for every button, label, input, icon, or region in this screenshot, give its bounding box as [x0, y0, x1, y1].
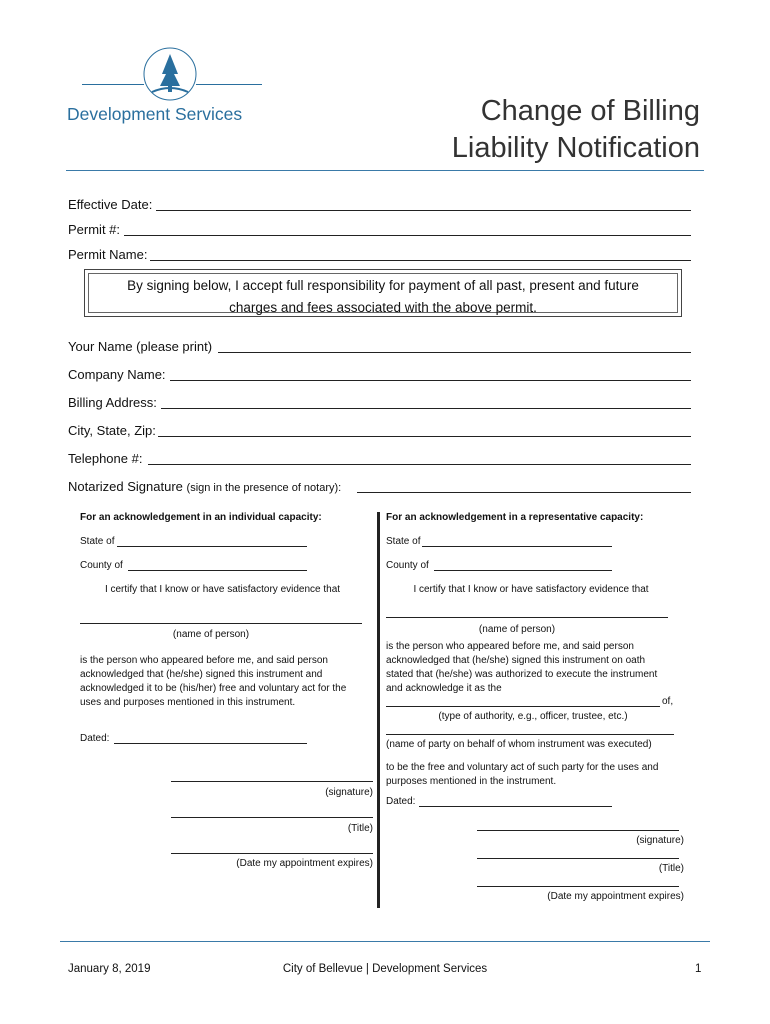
right-certify-text: I certify that I know or have satisfactory evidence that [413, 584, 649, 595]
right-county-of-field[interactable] [434, 570, 612, 571]
permit-name-field[interactable] [150, 260, 691, 261]
responsibility-notice [84, 269, 682, 317]
notice-line-1: By signing below, I accept full responsibility for payment of all past, present and future [127, 278, 639, 293]
right-para-line-4: and acknowledge it as the [386, 683, 502, 694]
company-name-field[interactable] [170, 380, 691, 381]
permit-number-label: Permit #: [68, 222, 121, 237]
left-state-of-field[interactable] [117, 546, 307, 547]
left-para-line-2: acknowledged that (he/she) signed this instrument and [80, 669, 323, 680]
right-para-line-1: is the person who appeared before me, and said person [386, 641, 634, 652]
left-certify-text: I certify that I know or have satisfactory evidence that [104, 584, 341, 595]
left-county-of-label: County of [80, 560, 123, 571]
city-state-zip-label: City, State, Zip: [68, 423, 156, 438]
right-state-of-label: State of [386, 536, 421, 547]
right-free-act-paragraph [386, 761, 658, 789]
header-divider [66, 170, 704, 171]
left-title-field[interactable] [171, 817, 373, 818]
right-of-label: of, [662, 696, 674, 707]
left-signature-label: (signature) [325, 787, 373, 798]
right-appointment-field[interactable] [477, 886, 679, 887]
logo-rule-right [196, 84, 262, 85]
right-state-of-field[interactable] [422, 546, 612, 547]
your-name-field[interactable] [218, 352, 691, 353]
billing-address-label: Billing Address: [68, 395, 157, 410]
left-title-label: (Title) [347, 823, 373, 834]
right-appointment-label: (Date my appointment expires) [547, 891, 684, 902]
left-signature-field[interactable] [171, 781, 373, 782]
left-para-line-3: acknowledged it to be (his/her) free and voluntary act for the [80, 683, 347, 694]
city-seal-icon [140, 44, 200, 104]
right-party-name-label: (name of party on behalf of whom instrument was executed) [386, 739, 652, 750]
right-county-of-label: County of [386, 560, 429, 571]
right-dated-label: Dated: [386, 796, 416, 807]
footer-divider [60, 941, 710, 942]
left-state-of-label: State of [80, 536, 115, 547]
effective-date-field[interactable] [156, 210, 691, 211]
individual-heading: For an acknowledgement in an individual capacity: [80, 512, 322, 523]
right-signature-field[interactable] [477, 830, 679, 831]
left-para-line-4: uses and purposes mentioned in this instrument. [80, 697, 296, 708]
notarized-signature-label [68, 479, 341, 494]
left-name-of-person: (name of person) [172, 629, 250, 640]
footer-date: January 8, 2019 [68, 963, 151, 975]
left-para-line-1: is the person who appeared before me, and said person [80, 655, 328, 666]
left-appointment-field[interactable] [171, 853, 373, 854]
right-para-line-2: acknowledged that (he/she) signed this instrument on oath [386, 655, 646, 666]
logo-rule-left [82, 84, 144, 85]
left-appointment-label: (Date my appointment expires) [236, 858, 373, 869]
right-title-label: (Title) [658, 863, 684, 874]
effective-date-label: Effective Date: [68, 197, 153, 212]
title-line-2: Liability Notification [451, 132, 700, 164]
billing-address-field[interactable] [161, 408, 691, 409]
right-title-field[interactable] [477, 858, 679, 859]
notarized-signature-field[interactable] [357, 492, 691, 493]
left-county-of-field[interactable] [128, 570, 307, 571]
right-person-name-field[interactable] [386, 617, 668, 618]
left-acknowledgement-paragraph [80, 654, 346, 710]
left-dated-label: Dated: [80, 733, 110, 744]
representative-heading: For an acknowledgement in a representative capacity: [386, 512, 644, 523]
permit-name-label: Permit Name: [68, 247, 148, 262]
right-acknowledgement-paragraph [386, 640, 657, 696]
left-person-name-field[interactable] [80, 623, 362, 624]
city-state-zip-field[interactable] [158, 436, 691, 437]
logo [140, 44, 200, 104]
page-number: 1 [695, 963, 702, 975]
right-authority-field[interactable] [386, 706, 660, 707]
right-name-of-person: (name of person) [478, 624, 556, 635]
right-free-line-2: purposes mentioned in the instrument. [386, 776, 557, 787]
right-authority-type: (type of authority, e.g., officer, trustee, etc.) [438, 711, 628, 722]
telephone-label: Telephone #: [68, 451, 143, 466]
telephone-field[interactable] [148, 464, 691, 465]
permit-number-field[interactable] [124, 235, 691, 236]
right-para-line-3: stated that (he/she) was authorized to execute the instrument [386, 669, 658, 680]
department-name: Development Services [67, 104, 243, 124]
title-line-1: Change of Billing [480, 95, 700, 127]
right-dated-field[interactable] [419, 806, 612, 807]
company-name-label: Company Name: [68, 367, 166, 382]
notarized-note: (sign in the presence of notary): [186, 482, 342, 494]
column-divider [377, 512, 380, 908]
notice-line-2: charges and fees associated with the above permit. [229, 300, 537, 315]
left-dated-field[interactable] [114, 743, 307, 744]
right-signature-label: (signature) [636, 835, 684, 846]
notarized-signature-text: Notarized Signature [68, 479, 183, 494]
right-party-name-field[interactable] [386, 734, 674, 735]
page-title [452, 93, 700, 167]
notice-text [88, 273, 678, 313]
footer-center-text: City of Bellevue | Development Services [282, 963, 488, 975]
your-name-label: Your Name (please print) [68, 339, 213, 354]
right-free-line-1: to be the free and voluntary act of such party for the uses and [386, 762, 659, 773]
